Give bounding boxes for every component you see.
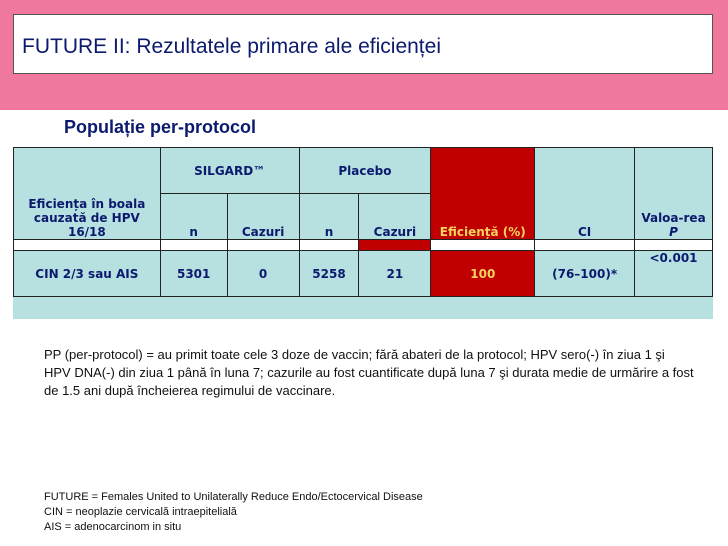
efficacy-value: 100 bbox=[431, 251, 535, 297]
placebo-n-value: 5258 bbox=[299, 251, 359, 297]
row-label-header: Eficiența în boala cauzată de HPV 16/18 bbox=[14, 148, 161, 240]
slide-title: FUTURE II: Rezultatele primare ale eficienței bbox=[22, 35, 441, 58]
p-value-header bbox=[635, 148, 713, 240]
table-row bbox=[14, 251, 713, 297]
placebo-group-header: Placebo bbox=[299, 148, 431, 194]
placebo-cases-value: 21 bbox=[359, 251, 431, 297]
title-box bbox=[13, 14, 713, 74]
slide-subtitle: Populație per-protocol bbox=[64, 117, 257, 137]
p-value-header-text: Valoa-rea bbox=[641, 211, 706, 225]
footer-line: FUTURE = Females United to Unilaterally Reduce Endo/Ectocervical Disease bbox=[44, 491, 423, 503]
p-value: <0.001 bbox=[635, 251, 713, 297]
ci-header: CI bbox=[535, 148, 635, 240]
footer-line: CIN = neoplazie cervicală intraepitelială bbox=[44, 506, 237, 518]
table-spacer-row bbox=[14, 240, 713, 251]
row-label: CIN 2/3 sau AIS bbox=[14, 251, 161, 297]
results-table bbox=[13, 147, 713, 297]
p-value-header-italic: P bbox=[669, 225, 678, 239]
placebo-n-header: n bbox=[299, 194, 359, 240]
silgard-group-header: SILGARD™ bbox=[160, 148, 299, 194]
abbreviations-footer bbox=[44, 490, 694, 535]
ci-value: (76–100)* bbox=[535, 251, 635, 297]
silgard-cases-value: 0 bbox=[227, 251, 299, 297]
footer-line: AIS = adenocarcinom in situ bbox=[44, 521, 182, 533]
results-table-container bbox=[13, 147, 713, 297]
table-header-row-1 bbox=[14, 148, 713, 194]
table-bottom-band bbox=[13, 297, 713, 319]
protocol-note: PP (per-protocol) = au primit toate cele 3 doze de vaccin; fără abateri de la protocol; HPV sero(-) în ziua 1 şi HPV DNA(-) din ziua 1 până în luna 7; cazurile au fost cuantificate după luna 7 şi durata medie de urmărire a fost de 1.5 ani după încheierea regimului de vaccinare. bbox=[44, 347, 694, 398]
silgard-cases-header: Cazuri bbox=[227, 194, 299, 240]
efficacy-header: Eficiență (%) bbox=[431, 148, 535, 240]
placebo-cases-header: Cazuri bbox=[359, 194, 431, 240]
silgard-n-header: n bbox=[160, 194, 227, 240]
silgard-n-value: 5301 bbox=[160, 251, 227, 297]
